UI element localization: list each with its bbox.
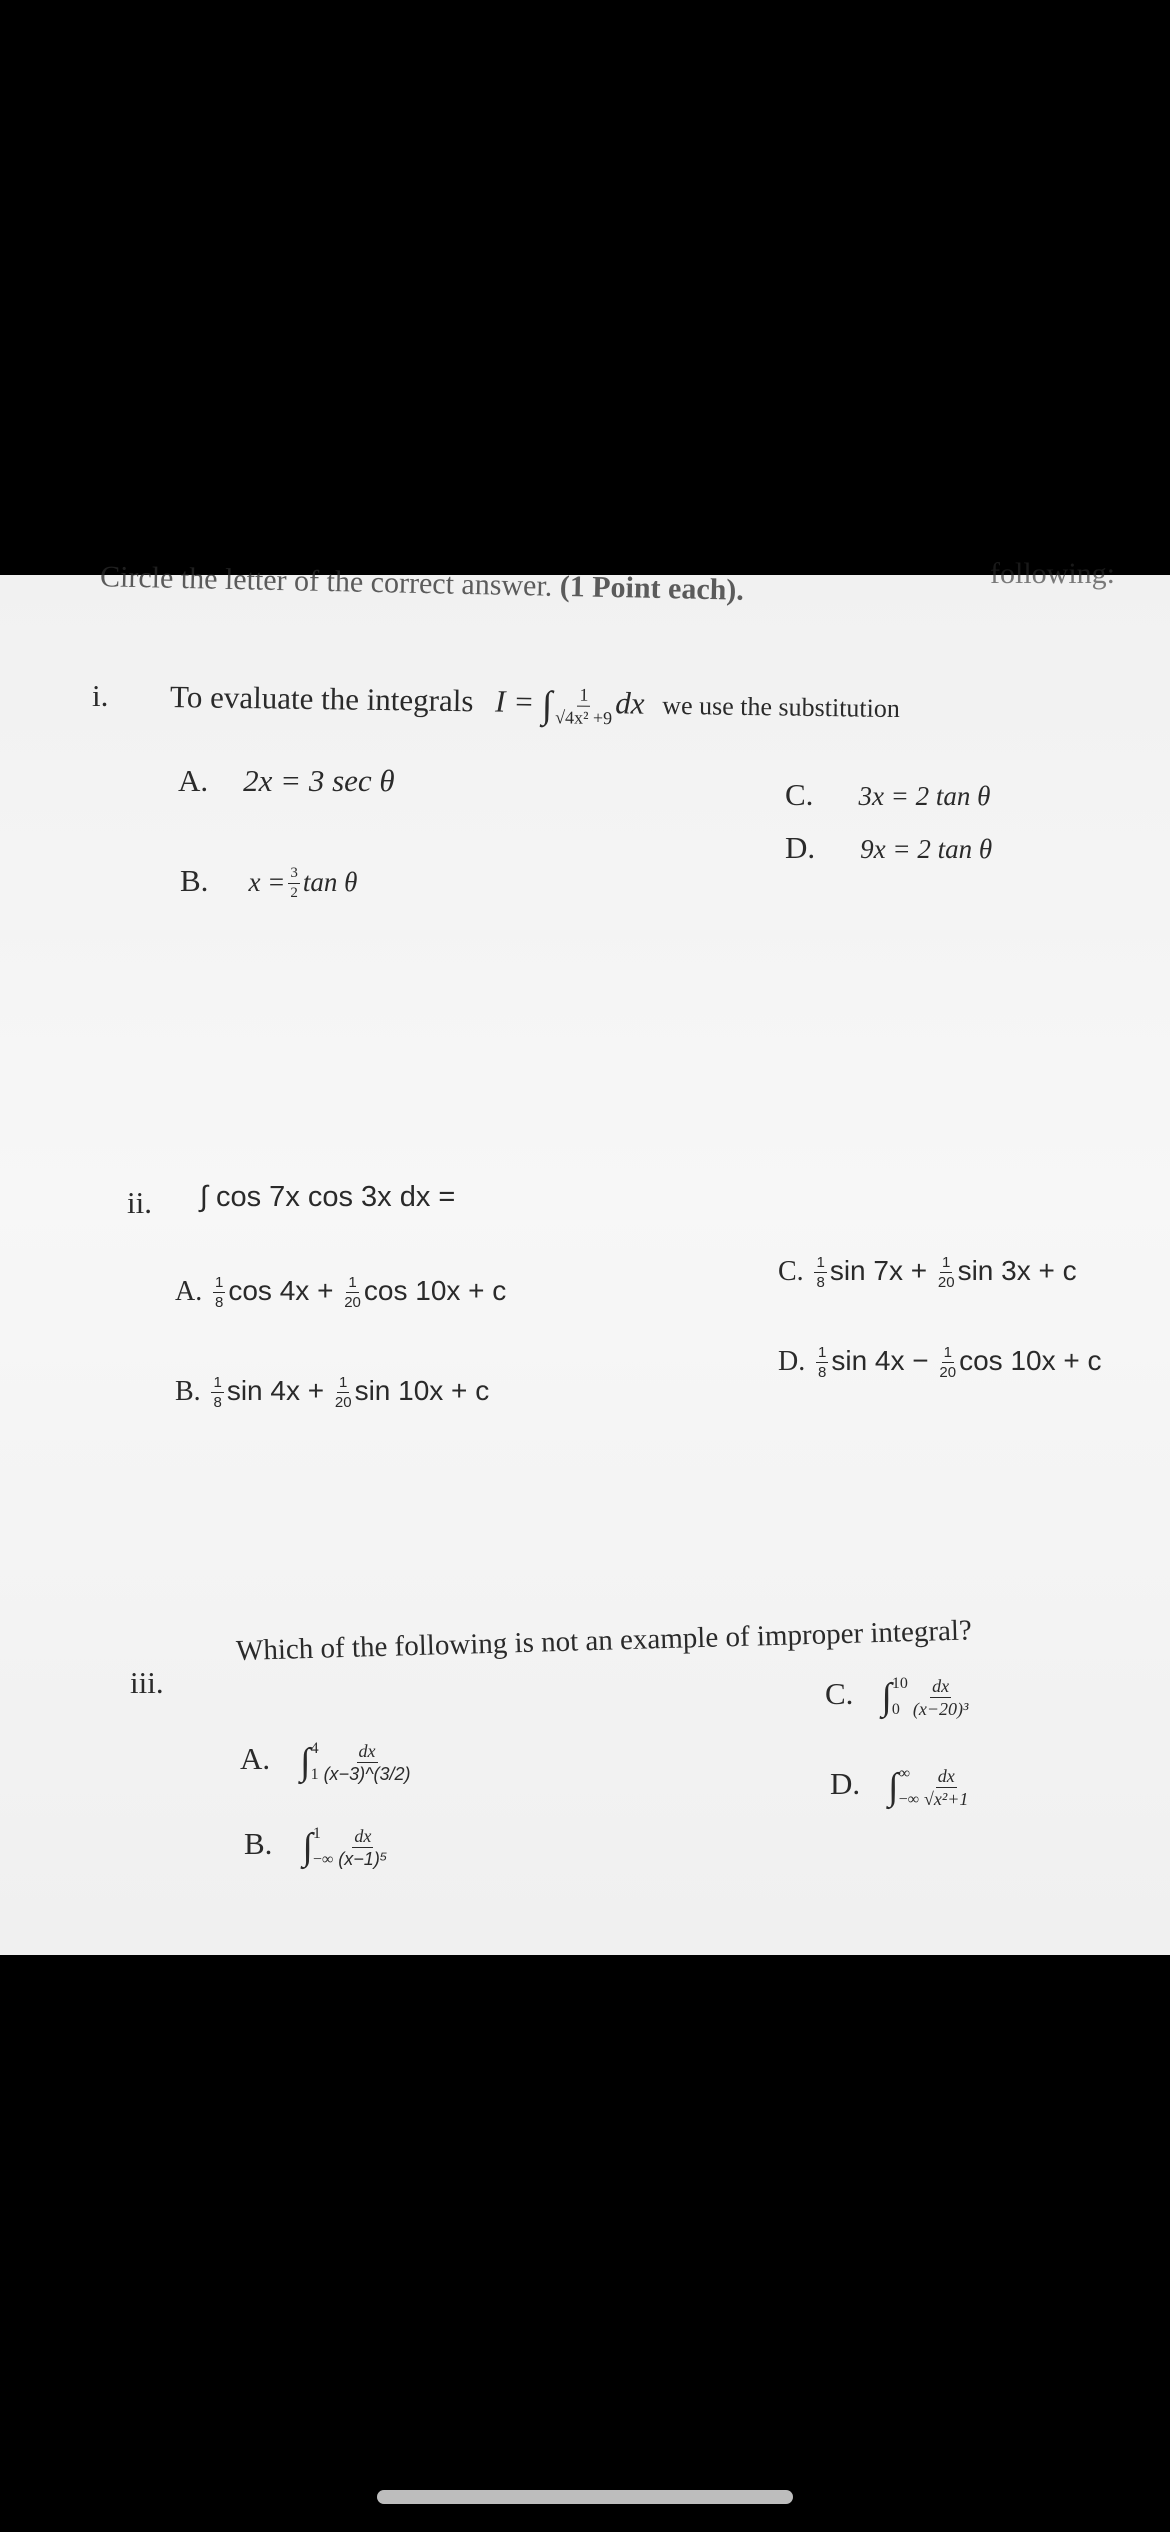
worksheet-photo	[0, 557, 1170, 1955]
q2-option-a: A. $\frac{1}{8}$ cos 4x + $\frac{1}{20}$ cos 10x + c	[175, 1274, 507, 1312]
q1-stem: To evaluate the integrals I = ∫ $\frac{1}{\text{√4x² +9}}$ dx we use the substitution	[169, 679, 901, 728]
q3-option-d: D. ∫ ∞ −∞ $\frac{dx}{\text{√x²+1}}$	[830, 1765, 969, 1809]
home-indicator[interactable]	[377, 2490, 793, 2504]
q1-option-b: B. x = $\frac{3}{2}$ tan θ	[180, 863, 358, 902]
q3-option-a: A. ∫ 4 1 $\frac{dx}{(x-3)\^{}(3/2)}$	[240, 1740, 411, 1784]
q1-option-a: A. 2x = 3 sec θ	[178, 763, 395, 798]
q2-option-c: C. $\frac{1}{8}$ sin 7x + $\frac{1}{20}$ sin 3x + c	[778, 1254, 1077, 1292]
q1-option-c: C. 3x = 2 tan θ	[785, 777, 991, 812]
q1-number: i.	[92, 678, 109, 713]
q3-stem: Which of the following is not an example of improper integral?	[235, 1614, 973, 1667]
cut-header-text: Circle the letter of the correct answer. (1 Point each).	[99, 560, 745, 607]
q3-option-c: C. ∫ 10 0 $\frac{dx}{\text{(x−20)³}}$	[825, 1675, 969, 1719]
q2-number: ii.	[127, 1185, 152, 1220]
cut-header-right: following:	[990, 557, 1115, 590]
q3-option-b: B. ∫ 1 −∞ $\frac{dx}{\text{(x−1)⁵}}$	[244, 1825, 388, 1869]
q2-stem: ∫ cos 7x cos 3x dx =	[200, 1181, 456, 1213]
q3-number: iii.	[130, 1665, 164, 1700]
q2-option-b: B. $\frac{1}{8}$ sin 4x + $\frac{1}{20}$ sin 10x + c	[175, 1374, 490, 1412]
q2-option-d: D. $\frac{1}{8}$ sin 4x − $\frac{1}{20}$ cos 10x + c	[778, 1344, 1102, 1382]
q1-option-d: D. 9x = 2 tan θ	[785, 830, 993, 865]
